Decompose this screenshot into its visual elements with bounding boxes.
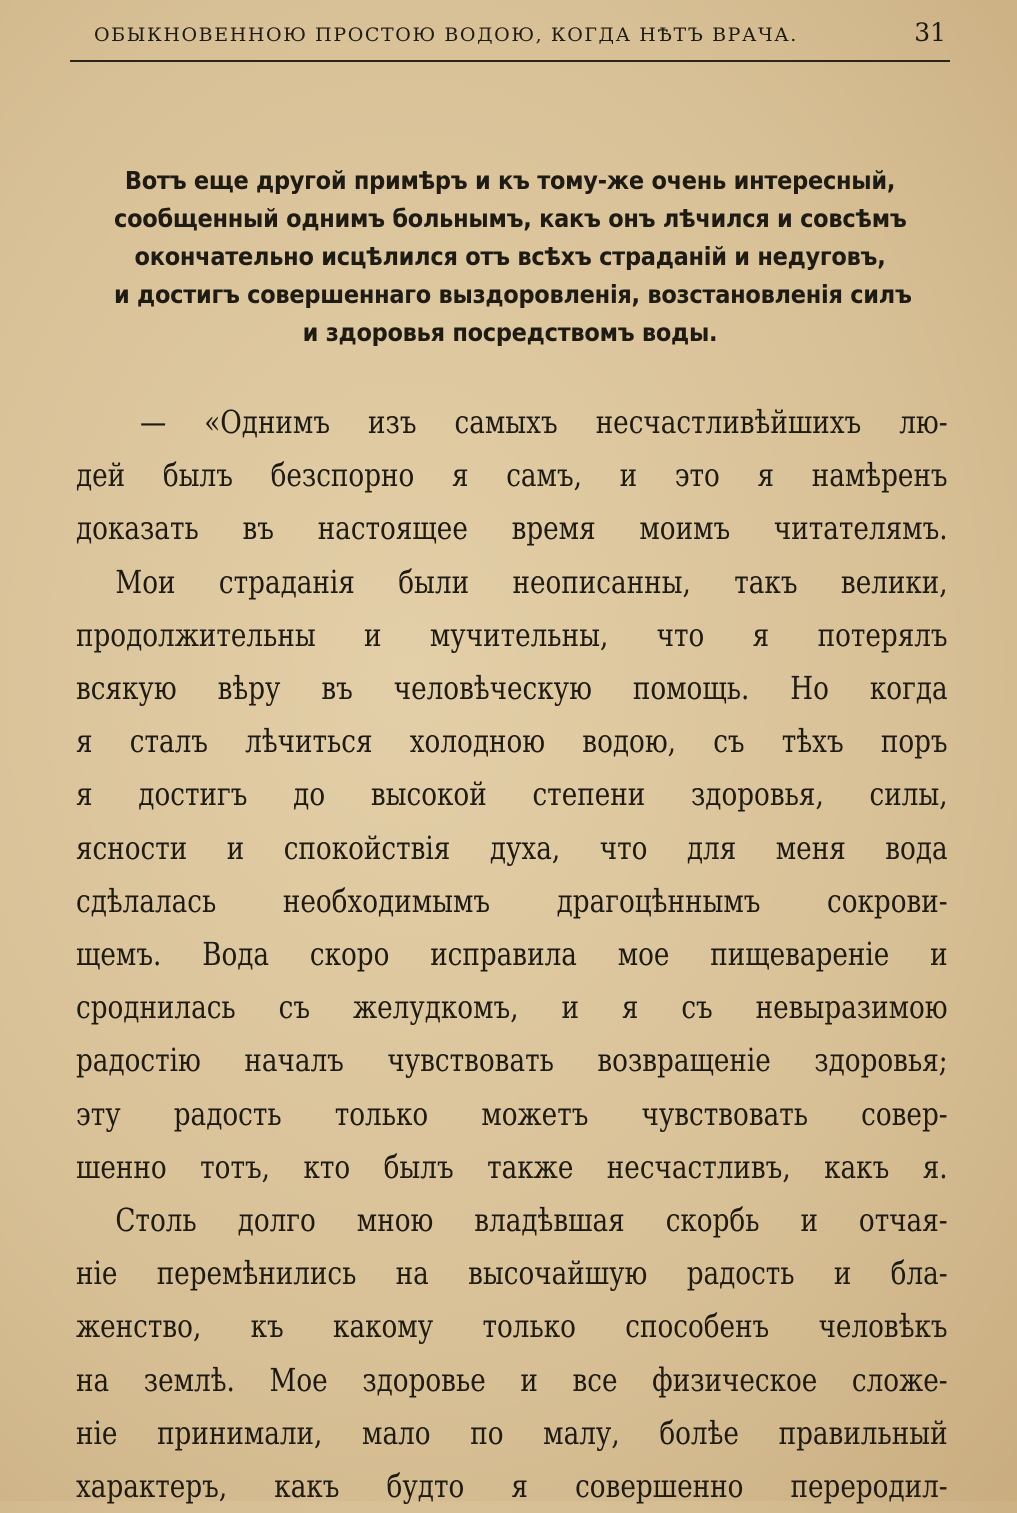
page-number: 31: [914, 18, 946, 47]
body-line: на землѣ. Мое здоровье и все физическое сложе-: [76, 1360, 948, 1399]
body-line: дей былъ безспорно я самъ, и это я намѣренъ: [76, 456, 948, 495]
body-line: я сталъ лѣчиться холодною водою, съ тѣхъ поръ: [76, 722, 948, 761]
body-line: доказать въ настоящее время моимъ читателямъ.: [76, 509, 948, 548]
intro-line: и достигъ совершеннаго выздоровленія, возстановленія силъ: [114, 280, 912, 309]
body-line: сроднилась съ желудкомъ, и я съ невыразимою: [76, 988, 948, 1027]
intro-line: окончательно исцѣлился отъ всѣхъ страданій и недуговъ,: [134, 242, 886, 271]
body-line: — «Однимъ изъ самыхъ несчастливѣйшихъ лю-: [139, 403, 948, 441]
body-line: характеръ, какъ будто я совершенно переродил-: [76, 1467, 948, 1506]
body-line: радостію началъ чувствовать возвращеніе здоровья;: [76, 1041, 948, 1080]
body-line: сдѣлалась необходимымъ драгоцѣннымъ сокрови-: [76, 881, 948, 920]
body-line: щемъ. Вода скоро исправила мое пищевареніе и: [76, 935, 948, 974]
running-head: ОБЫКНОВЕННОЮ ПРОСТОЮ ВОДОЮ, КОГДА НѢТЪ ВРАЧА.: [94, 24, 798, 46]
body-line: ясности и спокойствія духа, что для меня вода: [76, 828, 948, 867]
intro-line: Вотъ еще другой примѣръ и къ тому-же очень интересный,: [124, 166, 896, 195]
body-line: Мои страданія были неописанны, такъ велики,: [115, 562, 948, 601]
body-line: эту радость только можетъ чувствовать совер-: [76, 1094, 948, 1133]
body-line: я достигъ до высокой степени здоровья, силы,: [76, 775, 948, 814]
body-line: ніе перемѣнились на высочайшую радость и бла-: [76, 1254, 948, 1293]
body-line: продолжительны и мучительны, что я потерялъ: [76, 615, 948, 654]
page-header: [70, 14, 950, 58]
body-line: женство, къ какому только способенъ человѣкъ: [76, 1307, 948, 1346]
header-rule: [70, 60, 950, 62]
body-line: ніе принимали, мало по малу, болѣе правильный: [76, 1413, 948, 1452]
body-line: всякую вѣру въ человѣческую помощь. Но когда: [76, 669, 948, 708]
intro-line: сообщенный однимъ больнымъ, какъ онъ лѣчился и совсѣмъ: [114, 204, 907, 233]
body-line: Столь долго мною владѣвшая скорбь и отчая-: [115, 1201, 948, 1240]
body-text: [76, 396, 948, 1513]
intro-line: и здоровья посредствомъ воды.: [302, 318, 718, 347]
body-line: шенно тотъ, кто былъ также несчастливъ, какъ я.: [76, 1147, 948, 1186]
intro-paragraph: [70, 162, 950, 352]
